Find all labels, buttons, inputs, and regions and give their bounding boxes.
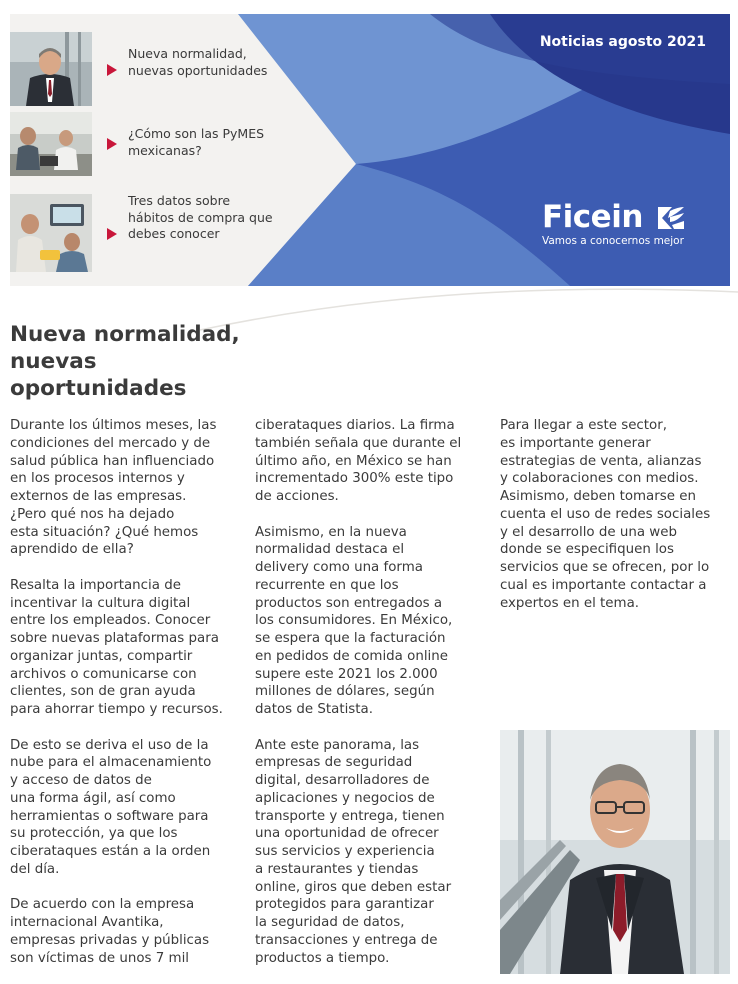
toc-arrow-icon — [107, 228, 117, 240]
meeting-thumbnail — [10, 112, 92, 176]
article-title: Nueva normalidad, nuevas oportunidades — [10, 322, 240, 401]
ficein-logo — [542, 199, 684, 247]
businessman-thumbnail — [10, 32, 92, 106]
paragraph: ciberataques diarios. La firma también señala que durante el último año, en México se han incrementado 300% este tipo de acciones. — [255, 418, 462, 504]
paragraph: De acuerdo con la empresa internacional Avantika, empresas privadas y públicas son víctimas de unos 7 mil — [10, 897, 210, 966]
text-column-2 — [255, 417, 490, 984]
paragraph: Durante los últimos meses, las condiciones del mercado y de salud pública han influenciado en los procesos internos y externos de las empresas. ¿Pero qué nos ha dejado esta situación? ¿Qué hemos aprendido de ella? — [10, 418, 217, 558]
toc-item-label: Nueva normalidad, nuevas oportunidades — [128, 46, 268, 78]
paragraph: Para llegar a este sector, es importante generar estrategias de venta, alianzas y colaboraciones con medios. Asimismo, deben tomarse en cuenta el uso de redes sociales y el desarrollo de una web donde se especifiquen los servicios que se ofrecen, por lo cual es importante contactar a expertos en el tema. — [500, 418, 711, 611]
toc-item-1[interactable] — [10, 32, 310, 106]
ficein-mark-icon — [656, 205, 686, 231]
toc-item-2[interactable] — [10, 112, 310, 186]
toc-arrow-icon — [107, 64, 117, 76]
brand-tagline: Vamos a conocernos mejor — [542, 235, 684, 247]
paragraph: Ante este panorama, las empresas de seguridad digital, desarrolladores de aplicaciones y negocios de transporte y entrega, tienen una oportunidad de ofrecer sus servicios y experiencia a restaurantes y tiendas online, giros que deben estar protegidos para garantizar la seguridad de datos, transacciones y entrega de productos a tiempo. — [255, 737, 452, 966]
toc-arrow-icon — [107, 138, 117, 150]
paragraph: Resalta la importancia de incentivar la cultura digital entre los empleados. Conocer sobre nuevas plataformas para organizar juntas, compartir archivos o comunicarse con clientes, son de gran ayuda para ahorrar tiempo y recursos. — [10, 577, 223, 717]
toc-item-label: Tres datos sobre hábitos de compra que debes conocer — [128, 193, 273, 241]
toc-item-label: ¿Cómo son las PyMES mexicanas? — [128, 126, 265, 158]
brand-name: Ficein — [542, 199, 643, 235]
text-column-1 — [10, 417, 245, 984]
paragraph: De esto se deriva el uso de la nube para el almacenamiento y acceso de datos de una forma ágil, así como herramientas o software para su protección, ya que los ciberataques están a la orden del día. — [10, 737, 212, 877]
edition-label: Noticias agosto 2021 — [539, 34, 706, 50]
shopping-thumbnail — [10, 194, 92, 272]
paragraph: Asimismo, en la nueva normalidad destaca el delivery como una forma recurrente en que los productos son entregados a los consumidores. En México, se espera que la facturación en pedidos de comida online supere este 2021 los 2.000 millones de dólares, según datos de Statista. — [255, 524, 453, 717]
smiling-businessman-photo — [500, 730, 730, 974]
text-column-3 — [500, 417, 732, 630]
header-banner — [10, 14, 730, 286]
toc-item-3[interactable] — [10, 194, 310, 268]
